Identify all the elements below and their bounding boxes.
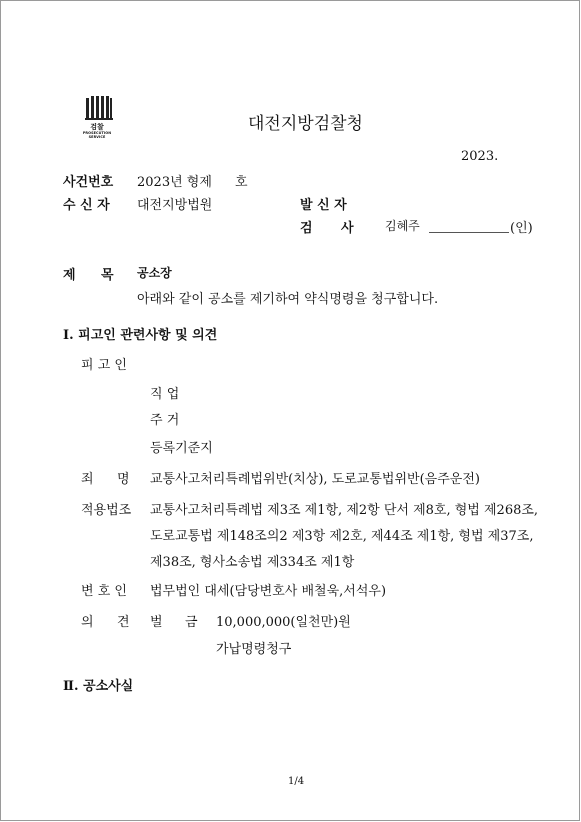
charge-label-2: 명 [117,472,130,487]
section-1-heading: Ⅰ. 피고인 관련사항 및 의견 [63,328,218,343]
opinion-label-2: 견 [117,615,130,630]
section-2-heading: Ⅱ. 공소사실 [63,679,134,694]
case-number-label: 사건번호 [63,175,114,190]
applicable-law-line: 교통사고처리특례법 제3조 제1항, 제2항 단서 제8호, 형법 제268조, [150,503,539,518]
charge-label-1: 죄 [81,472,94,487]
lawyer-label: 변 호 인 [81,584,127,599]
recipient-value: 대전지방법원 [137,198,213,213]
opinion-label-1: 의 [81,615,94,630]
prosecution-logo [75,96,119,142]
applicable-law-line: 제38조, 형사소송법 제334조 제1항 [150,555,355,570]
fine-label-2: 금 [185,615,198,630]
prosecutor-label-2: 사 [341,221,354,236]
sender-label: 발 신 자 [300,198,347,213]
office-title: 대전지방검찰청 [248,114,363,134]
subject-intro: 아래와 같이 공소를 제기하여 약식명령을 청구합니다. [137,292,439,307]
signature-line [429,232,509,233]
provisional-payment-order: 가납명령청구 [216,642,292,657]
document-date: 2023. [461,149,499,164]
prosecution-emblem-icon [85,96,113,120]
defendant-label: 피 고 인 [81,358,127,373]
occupation-label: 직 업 [150,387,180,402]
applicable-law-label: 적용법조 [81,503,132,518]
case-number-suffix: 호 [235,175,248,190]
logo-text: 검찰 [90,123,104,131]
fine-label-1: 벌 [150,615,163,630]
case-number-year: 2023년 형제 [137,175,212,190]
recipient-label: 수 신 자 [63,198,110,213]
subject-value: 공소장 [137,266,172,280]
subject-label-2: 목 [101,268,114,283]
registration-label: 등록기준지 [150,441,213,456]
subject-label-1: 제 [63,268,76,283]
charge-value: 교통사고처리특례법위반(치상), 도로교통법위반(음주운전) [150,472,480,487]
page-number: 1/4 [288,776,305,787]
prosecutor-name: 김혜주 [385,219,420,233]
seal-mark: (인) [510,221,533,236]
residence-label: 주 거 [150,413,180,428]
fine-amount: 10,000,000(일천만)원 [216,615,351,630]
prosecutor-label-1: 검 [300,221,313,236]
logo-subtext: PROSECUTION SERVICE [82,131,112,139]
applicable-law-line: 도로교통법 제148조의2 제3항 제2호, 제44조 제1항, 형법 제37조, [150,529,534,544]
lawyer-value: 법무법인 대세(담당변호사 배철욱,서석우) [150,584,387,599]
